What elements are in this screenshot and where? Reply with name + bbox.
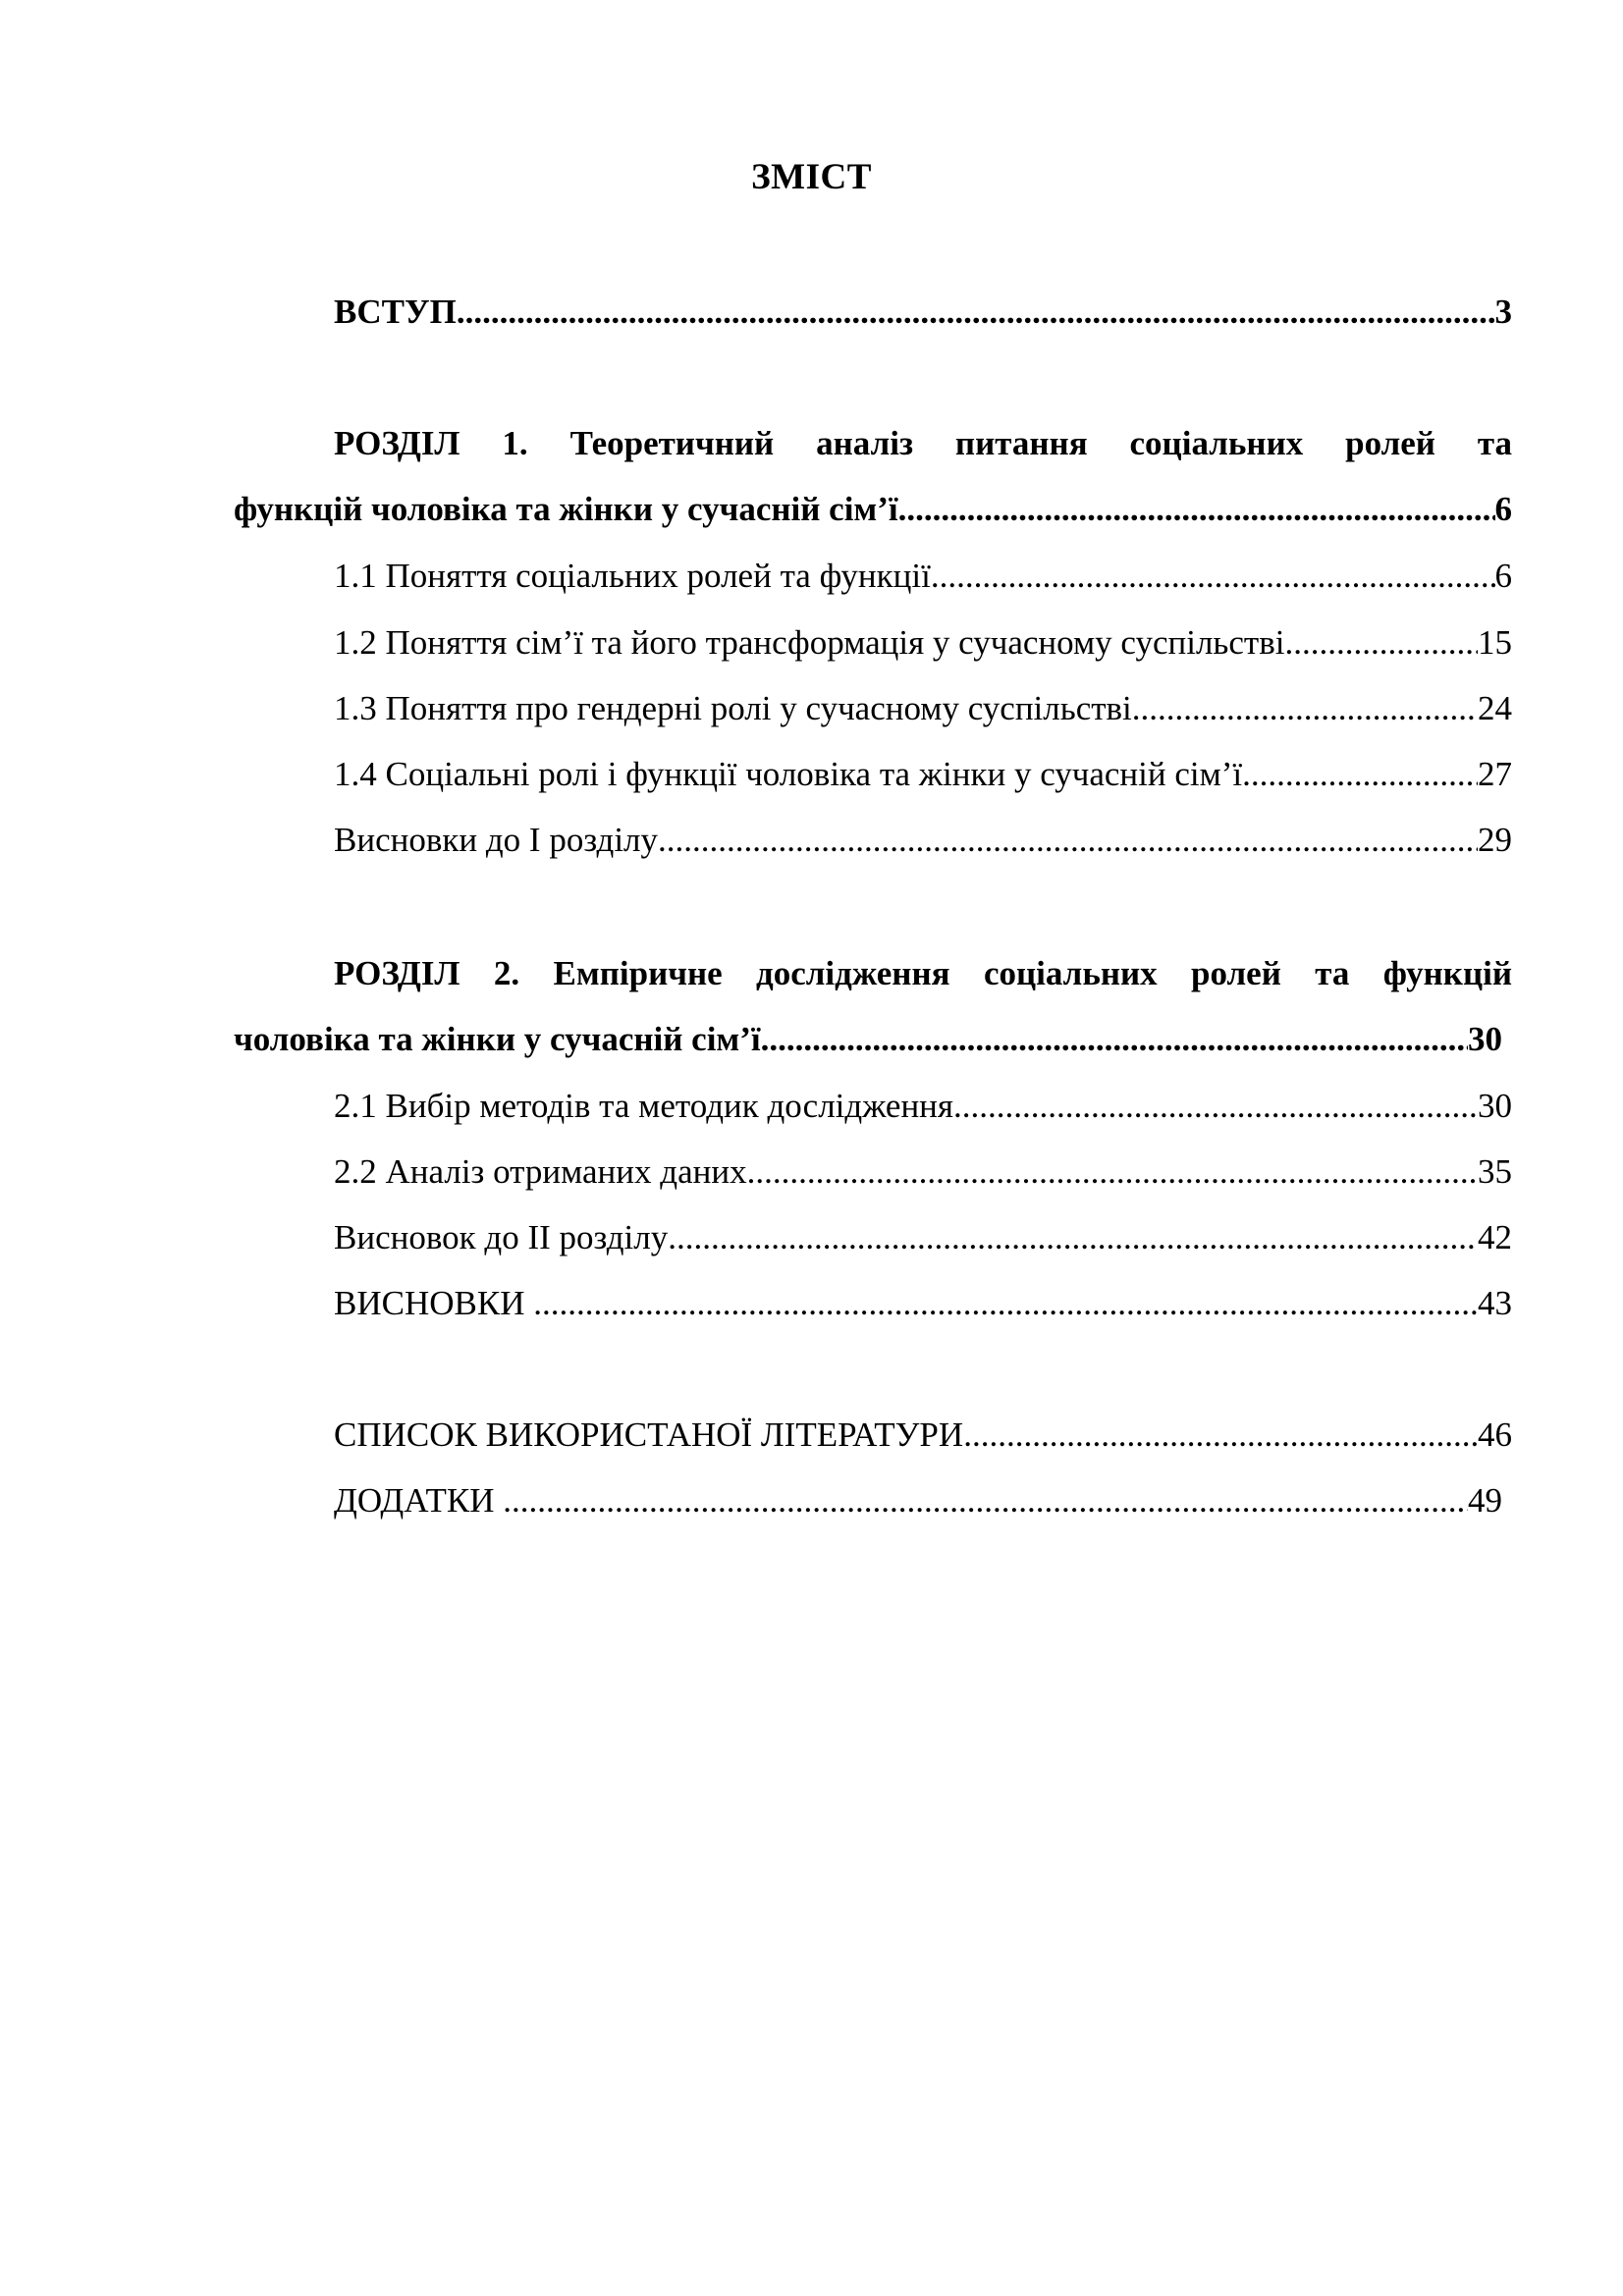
toc-entry-page-number: 3 — [1494, 293, 1512, 331]
toc-entry-label: ДОДАТКИ — [334, 1481, 504, 1520]
toc-entry-label: чоловіка та жінки у сучасній сім’ї — [234, 1020, 761, 1058]
toc-entry-page-number: 6 — [1494, 557, 1512, 595]
toc-entry-label: 1.2 Поняття сім’ї та його трансформація у сучасному суспільстві — [334, 623, 1285, 662]
toc-entry-intro — [334, 289, 1512, 336]
toc-entry-label: ВИСНОВКИ — [334, 1284, 534, 1322]
toc-entry-page-number: 27 — [1478, 755, 1512, 793]
toc-entry-page-number: 29 — [1478, 821, 1512, 859]
toc-entry-page-number: 30 — [1478, 1087, 1512, 1125]
toc-entry-page-number: 30 — [1468, 1020, 1502, 1058]
toc-leader-dots — [457, 289, 1495, 336]
toc-entry-label: 1.4 Соціальні ролі і функції чоловіка та жінки у сучасній сім’ї — [334, 755, 1243, 793]
toc-entry-references — [334, 1412, 1512, 1459]
toc-leader-dots — [1284, 619, 1478, 667]
toc-entry-section1 — [234, 486, 1512, 533]
toc-title: ЗМІСТ — [751, 157, 872, 197]
toc-leader-dots — [668, 1214, 1478, 1261]
toc-entry-1-4 — [334, 751, 1512, 798]
toc-entry-2-1 — [334, 1083, 1512, 1130]
toc-entry-section1-conclusions — [334, 817, 1512, 864]
toc-entry-page-number: 15 — [1478, 623, 1512, 662]
toc-leader-dots — [963, 1412, 1478, 1459]
toc-entry-conclusions — [334, 1280, 1512, 1327]
toc-leader-dots — [953, 1083, 1478, 1130]
toc-entry-label: 1.3 Поняття про гендерні ролі у сучасному суспільстві — [334, 689, 1132, 727]
toc-entry-page-number: 35 — [1478, 1152, 1512, 1191]
toc-leader-dots — [1132, 685, 1478, 732]
toc-leader-dots — [761, 1016, 1468, 1063]
toc-entry-label: Висновок до ІІ розділу — [334, 1218, 669, 1256]
toc-entry-1-2 — [334, 619, 1512, 667]
toc-leader-dots — [898, 486, 1495, 533]
toc-leader-dots — [533, 1280, 1478, 1327]
toc-section2-heading-line1: РОЗДІЛ 2. Емпіричне дослідження соціальних ролей та функцій — [334, 954, 1512, 992]
toc-entry-appendices — [334, 1477, 1502, 1524]
toc-entry-page-number: 43 — [1478, 1284, 1512, 1322]
toc-entry-1-1 — [334, 553, 1512, 600]
toc-leader-dots — [747, 1148, 1478, 1196]
toc-entry-label: функцій чоловіка та жінки у сучасній сім’ї — [234, 490, 898, 528]
toc-entry-page-number: 42 — [1478, 1218, 1512, 1256]
toc-entry-page-number: 6 — [1494, 490, 1512, 528]
toc-section1-heading-line1: РОЗДІЛ 1. Теоретичний аналіз питання соціальних ролей та — [334, 424, 1512, 462]
toc-entry-label: Висновки до І розділу — [334, 821, 659, 859]
toc-entry-section2 — [234, 1016, 1502, 1063]
toc-entry-page-number: 24 — [1478, 689, 1512, 727]
toc-leader-dots — [658, 817, 1478, 864]
toc-entry-2-2 — [334, 1148, 1512, 1196]
toc-leader-dots — [503, 1477, 1468, 1524]
toc-entry-label: 2.2 Аналіз отриманих даних — [334, 1152, 747, 1191]
toc-entry-label: 1.1 Поняття соціальних ролей та функції — [334, 557, 931, 595]
toc-entry-1-3 — [334, 685, 1512, 732]
toc-entry-label: 2.1 Вибір методів та методик дослідження — [334, 1087, 954, 1125]
toc-leader-dots — [931, 553, 1495, 600]
toc-entry-page-number: 46 — [1478, 1415, 1512, 1454]
toc-entry-label: СПИСОК ВИКОРИСТАНОЇ ЛІТЕРАТУРИ — [334, 1415, 964, 1454]
toc-entry-page-number: 49 — [1468, 1481, 1502, 1520]
toc-entry-section2-conclusion — [334, 1214, 1512, 1261]
toc-entry-label: ВСТУП — [334, 293, 457, 331]
toc-leader-dots — [1242, 751, 1478, 798]
